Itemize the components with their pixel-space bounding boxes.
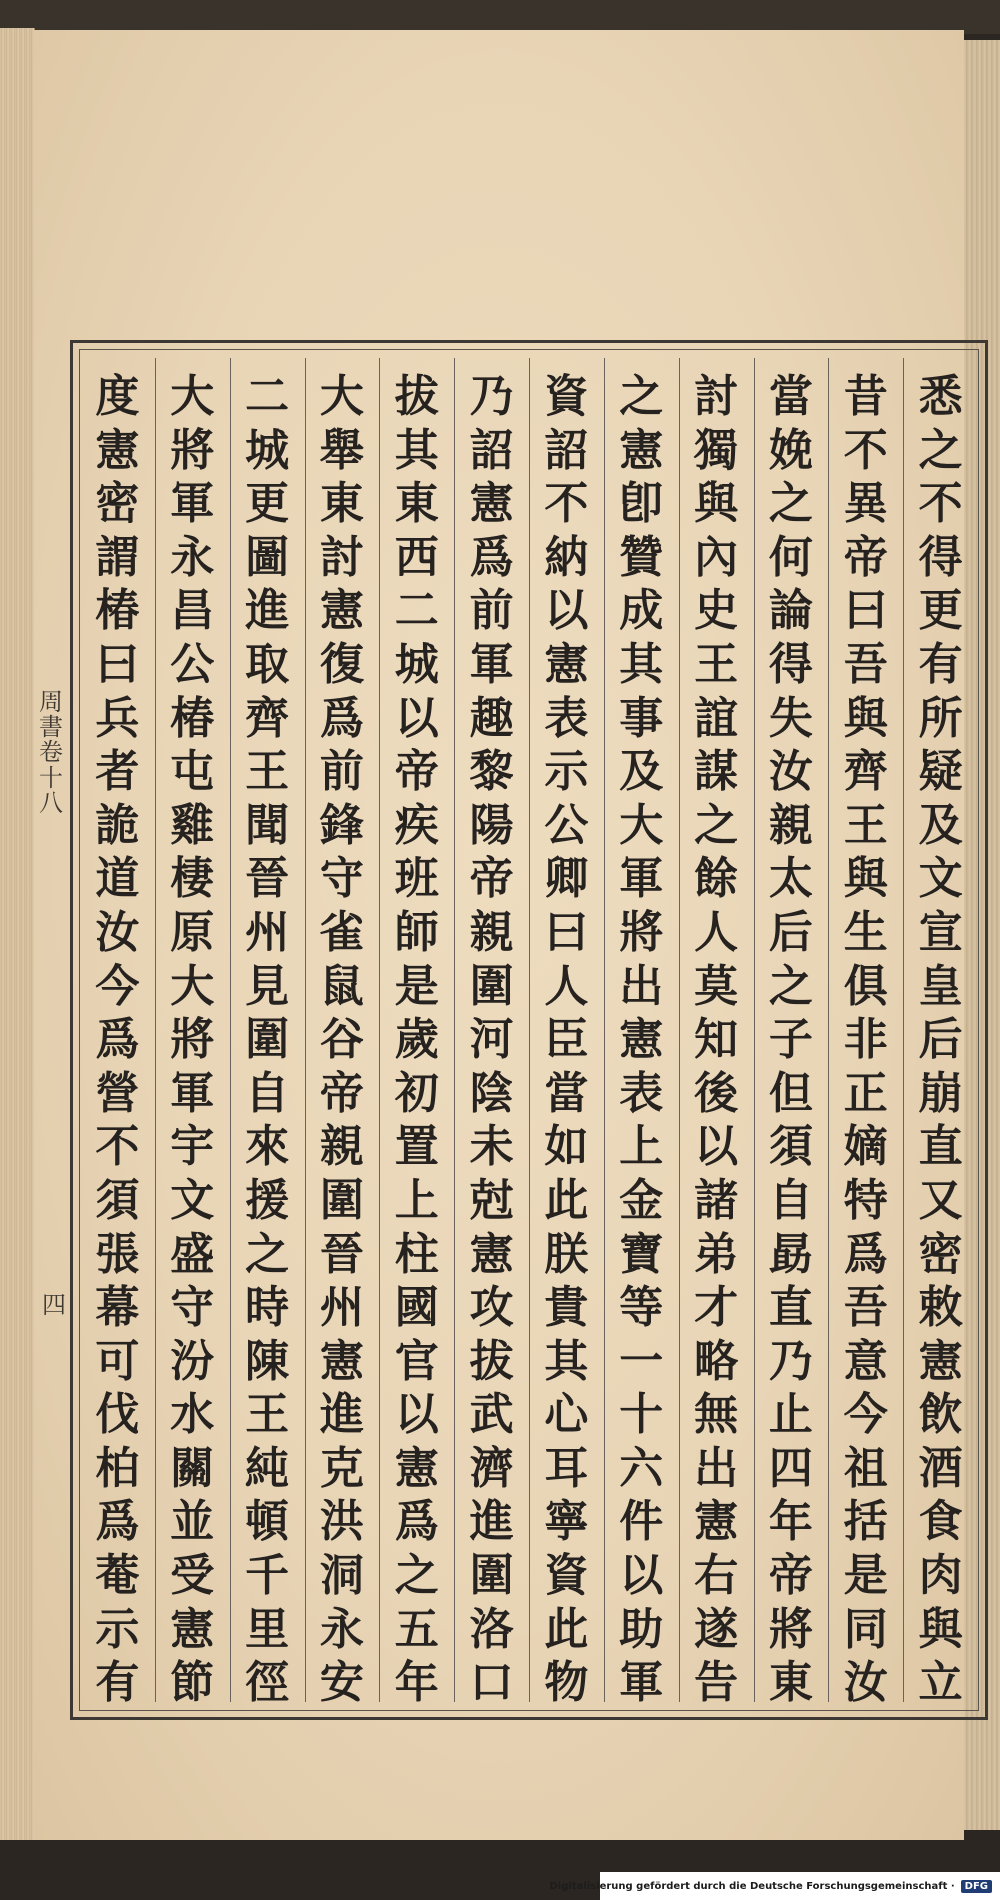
text-column-8: 拔 其 東 西 二 城 以 帝 疾 班 師 是 歲 初 置 上 柱 國 官 以 憲 爲 之 五 年	[394, 371, 439, 1709]
text-column-3: 當 娩 之 何 論 得 失 汝 親 太 后 之 子 但 須 自 勗 直 乃 止 四 年 帝 將 東	[768, 371, 813, 1709]
dfg-logo: DFG	[961, 1880, 992, 1893]
column-divider	[379, 358, 380, 1702]
column-divider	[454, 358, 455, 1702]
book-page	[34, 30, 964, 1840]
column-divider	[604, 358, 605, 1702]
column-divider	[903, 358, 904, 1702]
text-column-11: 大 將 軍 永 昌 公 椿 屯 雞 棲 原 大 將 軍 宇 文 盛 守 汾 水 關 並 受 憲 節	[170, 371, 215, 1709]
column-divider	[155, 358, 156, 1702]
column-divider	[529, 358, 530, 1702]
column-divider	[305, 358, 306, 1702]
text-column-7: 乃 詔 憲 爲 前 軍 趣 黎 陽 帝 親 圍 河 陰 未 尅 憲 攻 拔 武 濟 進 圍 洛 口	[469, 371, 514, 1709]
top-background-strip	[0, 0, 1000, 34]
column-divider	[828, 358, 829, 1702]
column-divider	[230, 358, 231, 1702]
text-column-5: 之 憲 卽 贊 成 其 事 及 大 軍 將 出 憲 表 上 金 寶 等 一 十 六 件 以 助 軍	[619, 371, 664, 1709]
digitization-credit-text: Digitalisierung gefördert durch die Deutsche Forschungsgemeinschaft ·	[549, 1880, 955, 1892]
fold-label: 周 書 卷 十 八	[39, 688, 63, 817]
text-column-2: 昔 不 異 帝 曰 吾 與 齊 王 與 生 俱 非 正 嫡 特 爲 吾 意 今 祖 括 是 同 汝	[843, 371, 888, 1709]
left-page-stack-edge	[0, 28, 35, 1840]
text-block-frame	[70, 340, 988, 1720]
text-column-6: 資 詔 不 納 以 憲 表 示 公 卿 曰 人 臣 當 如 此 朕 貴 其 心 耳 寧 資 此 物	[544, 371, 589, 1709]
fold-page-number: 四	[42, 1291, 66, 1319]
text-column-10: 二 城 更 圖 進 取 齊 王 聞 晉 州 見 圍 自 來 援 之 時 陳 王 純 頓 千 里 徑	[245, 371, 290, 1709]
text-block-inner-border	[79, 349, 979, 1711]
column-divider	[679, 358, 680, 1702]
column-divider	[754, 358, 755, 1702]
text-column-4: 討 獨 與 內 史 王 誼 謀 之 餘 人 莫 知 後 以 諸 弟 才 略 無 出 憲 右 遂 告	[694, 371, 739, 1709]
digitization-credit-banner	[549, 1872, 1000, 1900]
text-column-1: 悉 之 不 得 更 有 所 疑 及 文 宣 皇 后 崩 直 又 密 敕 憲 飲 酒 食 肉 與 立	[918, 371, 963, 1709]
text-column-12: 度 憲 密 謂 椿 曰 兵 者 詭 道 汝 今 爲 營 不 須 張 幕 可 伐 柏 爲 菴 示 有	[95, 371, 140, 1709]
text-column-9: 大 舉 東 討 憲 復 爲 前 鋒 守 雀 鼠 谷 帝 親 圍 晉 州 憲 進 克 洪 洞 永 安	[319, 371, 364, 1709]
